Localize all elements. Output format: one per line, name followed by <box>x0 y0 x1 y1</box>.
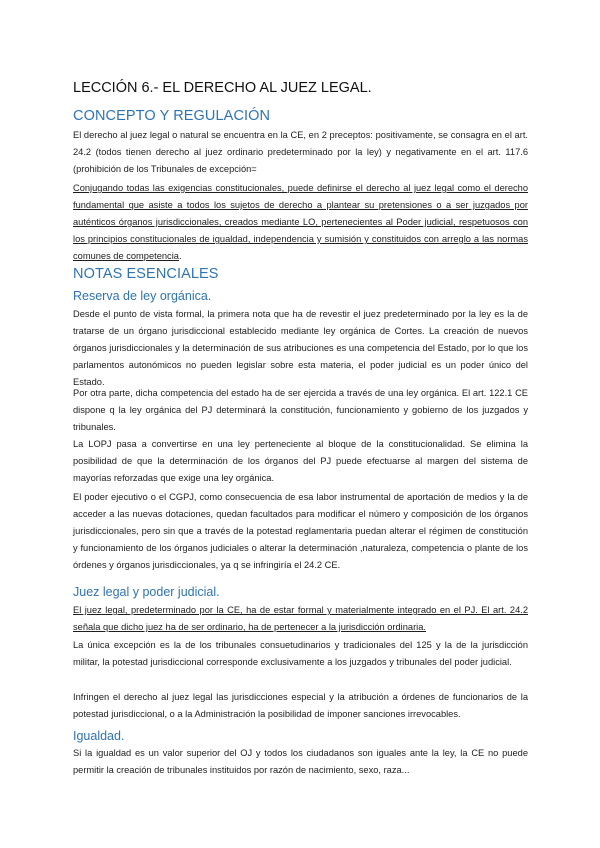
paragraph-reserva-3: La LOPJ pasa a convertirse en una ley perteneciente al bloque de la constitucionalidad. Se elimina la posibilidad de que la determinación de los órganos del PJ puede efectuarse al margen del sistema de mayorías reforzadas que exige una ley orgánica. <box>73 439 528 483</box>
paragraph-igualdad-1: Si la igualdad es un valor superior del OJ y todos los ciudadanos son iguales ante la ley, la CE no puede permitir la creación de tribunales instituidos por razón de nacimiento, sexo, raza... <box>73 748 528 775</box>
underlined-definition: Conjugando todas las exigencias constitucionales, puede definirse el derecho al juez legal como el derecho fundamental que asiste a todos los sujetos de derecho a plantear su pretensiones o a ser juzgados por auténticos órganos jurisdiccionales, creados mediante LO, pertenecientes al Poder judicial, respetuosos con los principios constitucionales de igualdad, independencia y sumisión y constituidos con arreglo a las normas comunes de competencia <box>73 183 528 261</box>
paragraph-reserva-4: El poder ejecutivo o el CGPJ, como consecuencia de esa labor instrumental de aportación de medios y la de acceder a las nuevas dotaciones, quedan facultados para modificar el número y composición de los órganos jurisdiccionales, pero sin que a través de la potestad reglamentaria puedan alterar el régimen de constitución y funcionamiento de los órganos judiciales o alterar la determinación ,naturaleza, competencia o plante de los órdenes y órganos jurisdiccionales, ya q se infringiría el 24.2 CE. <box>73 492 528 570</box>
paragraph-juez-legal-1: El juez legal, predeterminado por la CE, ha de estar formal y materialmente integrado en el PJ. El art. 24.2 señala que dicho juez ha de ser ordinario, ha de pertenecer a la jurisdicción ordinaria. <box>73 605 528 632</box>
document-title: LECCIÓN 6.- EL DERECHO AL JUEZ LEGAL. <box>73 80 372 96</box>
section-heading-notas: NOTAS ESENCIALES <box>73 266 219 282</box>
paragraph-juez-legal-2: La única excepción es la de los tribunales consuetudinarios y tradicionales del 125 y la de la jurisdicción militar, la potestad jurisdiccional corresponde exclusivamente a los juzgados y tribunales del poder judicial. <box>73 640 528 667</box>
paragraph-concepto-1: El derecho al juez legal o natural se encuentra en la CE, en 2 preceptos: positivamente, se consagra en el art. 24.2 (todos tienen derecho al juez ordinario predeterminado por la ley) y negativamente en el art. 117.6 (prohibición de los Tribunales de excepción= <box>73 130 528 174</box>
paragraph-reserva-2: Por otra parte, dicha competencia del estado ha de ser ejercida a través de una ley orgánica. El art. 122.1 CE dispone q la ley orgánica del PJ determinará la constitución, funcionamiento y gobierno de los juzgados y tribunales. <box>73 388 528 432</box>
section-heading-concepto: CONCEPTO Y REGULACIÓN <box>73 108 271 124</box>
paragraph-concepto-definicion <box>73 180 528 265</box>
subheading-reserva: Reserva de ley orgánica. <box>73 289 212 303</box>
paragraph-reserva-1: Desde el punto de vista formal, la primera nota que ha de revestir el juez predeterminado por la ley es la de tratarse de un órgano jurisdiccional establecido mediante ley orgánica de Cortes. La creación de nuevos órganos jurisdiccionales y la determinación de sus atribuciones es una competencia del Estado, por lo que los parlamentos autonómicos no pueden legislar sobre esta materia, el poder judicial es un poder único del Estado. <box>73 309 528 387</box>
subheading-igualdad: Igualdad. <box>73 729 125 743</box>
subheading-juez-legal: Juez legal y poder judicial. <box>73 585 220 599</box>
definition-end-mark: . <box>178 251 182 261</box>
paragraph-juez-legal-3: Infringen el derecho al juez legal las jurisdicciones especial y la atribución a órdenes de funcionarios de la potestad jurisdiccional, o a la Administración la posibilidad de imponer sanciones irrevocables. <box>73 692 528 719</box>
